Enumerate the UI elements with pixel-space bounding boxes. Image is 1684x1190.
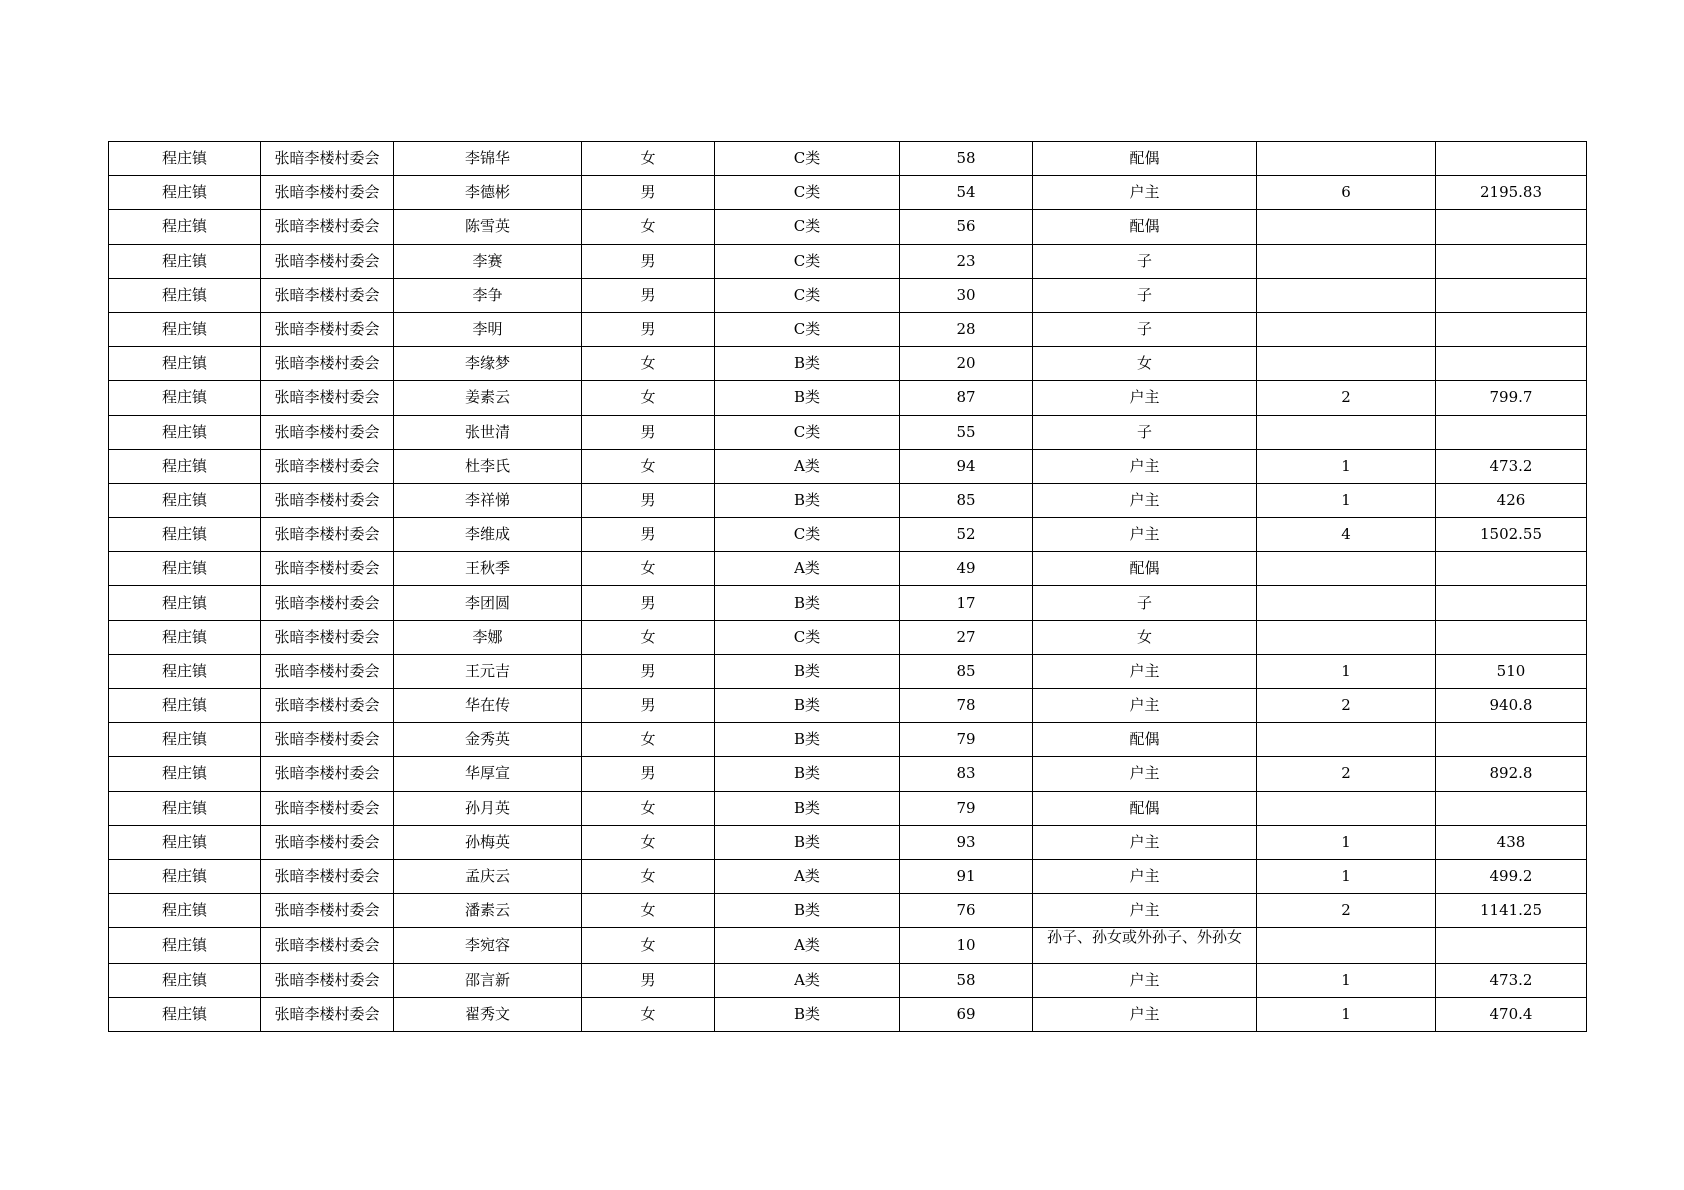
relation-cell: 女 (1033, 347, 1257, 381)
table-row (109, 142, 1587, 176)
age-cell: 85 (900, 654, 1033, 688)
table-row (109, 757, 1587, 791)
category-cell: B类 (715, 791, 900, 825)
village-committee-cell: 张暗李楼村委会 (261, 791, 394, 825)
table-row (109, 347, 1587, 381)
gender-cell: 女 (582, 997, 715, 1031)
relation-cell: 户主 (1033, 963, 1257, 997)
age-cell: 85 (900, 483, 1033, 517)
household-size-cell: 1 (1257, 859, 1436, 893)
name-cell: 李宛容 (394, 928, 582, 963)
name-cell: 翟秀文 (394, 997, 582, 1031)
table-row (109, 997, 1587, 1031)
category-cell: B类 (715, 654, 900, 688)
amount-cell (1436, 586, 1587, 620)
table-row (109, 415, 1587, 449)
gender-cell: 女 (582, 449, 715, 483)
relation-cell: 户主 (1033, 689, 1257, 723)
household-size-cell (1257, 210, 1436, 244)
name-cell: 王秋季 (394, 552, 582, 586)
category-cell: C类 (715, 312, 900, 346)
village-committee-cell: 张暗李楼村委会 (261, 210, 394, 244)
gender-cell: 男 (582, 278, 715, 312)
name-cell: 李赛 (394, 244, 582, 278)
age-cell: 79 (900, 723, 1033, 757)
age-cell: 52 (900, 518, 1033, 552)
gender-cell: 女 (582, 381, 715, 415)
name-cell: 张世清 (394, 415, 582, 449)
town-cell: 程庄镇 (109, 963, 261, 997)
household-size-cell (1257, 278, 1436, 312)
household-size-cell (1257, 347, 1436, 381)
household-size-cell (1257, 791, 1436, 825)
category-cell: B类 (715, 997, 900, 1031)
amount-cell (1436, 620, 1587, 654)
household-size-cell: 1 (1257, 654, 1436, 688)
village-committee-cell: 张暗李楼村委会 (261, 963, 394, 997)
table-row (109, 825, 1587, 859)
category-cell: C类 (715, 142, 900, 176)
amount-cell: 799.7 (1436, 381, 1587, 415)
table-row (109, 244, 1587, 278)
town-cell: 程庄镇 (109, 997, 261, 1031)
amount-cell (1436, 312, 1587, 346)
amount-cell: 892.8 (1436, 757, 1587, 791)
amount-cell: 438 (1436, 825, 1587, 859)
category-cell: B类 (715, 825, 900, 859)
relation-cell: 子 (1033, 312, 1257, 346)
gender-cell: 女 (582, 347, 715, 381)
name-cell: 李缘梦 (394, 347, 582, 381)
category-cell: A类 (715, 928, 900, 963)
table-row (109, 689, 1587, 723)
town-cell: 程庄镇 (109, 825, 261, 859)
town-cell: 程庄镇 (109, 312, 261, 346)
gender-cell: 男 (582, 586, 715, 620)
gender-cell: 男 (582, 689, 715, 723)
table-row (109, 518, 1587, 552)
town-cell: 程庄镇 (109, 791, 261, 825)
relation-cell: 配偶 (1033, 723, 1257, 757)
table-row (109, 963, 1587, 997)
age-cell: 76 (900, 894, 1033, 928)
amount-cell (1436, 210, 1587, 244)
name-cell: 华厚宣 (394, 757, 582, 791)
table-row (109, 381, 1587, 415)
relation-cell: 女 (1033, 620, 1257, 654)
household-size-cell: 1 (1257, 825, 1436, 859)
village-committee-cell: 张暗李楼村委会 (261, 620, 394, 654)
category-cell: C类 (715, 278, 900, 312)
household-size-cell (1257, 552, 1436, 586)
household-size-cell (1257, 723, 1436, 757)
gender-cell: 男 (582, 483, 715, 517)
age-cell: 17 (900, 586, 1033, 620)
gender-cell: 男 (582, 415, 715, 449)
category-cell: B类 (715, 723, 900, 757)
amount-cell: 473.2 (1436, 963, 1587, 997)
age-cell: 93 (900, 825, 1033, 859)
age-cell: 58 (900, 142, 1033, 176)
village-committee-cell: 张暗李楼村委会 (261, 757, 394, 791)
amount-cell (1436, 415, 1587, 449)
table-row (109, 723, 1587, 757)
gender-cell: 男 (582, 244, 715, 278)
category-cell: B类 (715, 586, 900, 620)
table-row (109, 928, 1587, 963)
village-committee-cell: 张暗李楼村委会 (261, 552, 394, 586)
gender-cell: 女 (582, 859, 715, 893)
relation-cell: 户主 (1033, 449, 1257, 483)
relation-cell: 户主 (1033, 757, 1257, 791)
category-cell: C类 (715, 620, 900, 654)
table-row (109, 654, 1587, 688)
town-cell: 程庄镇 (109, 654, 261, 688)
category-cell: B类 (715, 894, 900, 928)
town-cell: 程庄镇 (109, 518, 261, 552)
category-cell: C类 (715, 210, 900, 244)
relation-cell: 子 (1033, 244, 1257, 278)
category-cell: C类 (715, 244, 900, 278)
gender-cell: 女 (582, 894, 715, 928)
amount-cell: 1502.55 (1436, 518, 1587, 552)
category-cell: C类 (715, 176, 900, 210)
village-committee-cell: 张暗李楼村委会 (261, 689, 394, 723)
relation-cell: 子 (1033, 586, 1257, 620)
gender-cell: 男 (582, 518, 715, 552)
age-cell: 56 (900, 210, 1033, 244)
relation-cell: 配偶 (1033, 210, 1257, 244)
town-cell: 程庄镇 (109, 347, 261, 381)
table-row (109, 176, 1587, 210)
name-cell: 杜李氏 (394, 449, 582, 483)
town-cell: 程庄镇 (109, 176, 261, 210)
relation-cell: 子 (1033, 278, 1257, 312)
gender-cell: 女 (582, 142, 715, 176)
village-committee-cell: 张暗李楼村委会 (261, 928, 394, 963)
name-cell: 李祥悌 (394, 483, 582, 517)
village-committee-cell: 张暗李楼村委会 (261, 176, 394, 210)
relation-cell: 配偶 (1033, 552, 1257, 586)
village-committee-cell: 张暗李楼村委会 (261, 347, 394, 381)
amount-cell: 1141.25 (1436, 894, 1587, 928)
relation-cell: 户主 (1033, 483, 1257, 517)
age-cell: 55 (900, 415, 1033, 449)
household-size-cell (1257, 312, 1436, 346)
village-committee-cell: 张暗李楼村委会 (261, 312, 394, 346)
relation-cell: 户主 (1033, 176, 1257, 210)
relation-cell: 户主 (1033, 859, 1257, 893)
age-cell: 54 (900, 176, 1033, 210)
town-cell: 程庄镇 (109, 278, 261, 312)
category-cell: B类 (715, 483, 900, 517)
category-cell: A类 (715, 963, 900, 997)
village-committee-cell: 张暗李楼村委会 (261, 997, 394, 1031)
amount-cell: 510 (1436, 654, 1587, 688)
relation-cell: 户主 (1033, 518, 1257, 552)
relation-cell: 配偶 (1033, 791, 1257, 825)
village-committee-cell: 张暗李楼村委会 (261, 825, 394, 859)
age-cell: 10 (900, 928, 1033, 963)
relation-cell: 户主 (1033, 894, 1257, 928)
category-cell: B类 (715, 757, 900, 791)
table-row (109, 859, 1587, 893)
age-cell: 58 (900, 963, 1033, 997)
amount-cell (1436, 552, 1587, 586)
village-committee-cell: 张暗李楼村委会 (261, 518, 394, 552)
name-cell: 李德彬 (394, 176, 582, 210)
age-cell: 79 (900, 791, 1033, 825)
age-cell: 94 (900, 449, 1033, 483)
name-cell: 李锦华 (394, 142, 582, 176)
gender-cell: 女 (582, 928, 715, 963)
name-cell: 邵言新 (394, 963, 582, 997)
household-size-cell (1257, 142, 1436, 176)
age-cell: 78 (900, 689, 1033, 723)
table-row (109, 894, 1587, 928)
relation-text: 孙子、孙女或外孙子、外孙女 (1046, 929, 1242, 947)
age-cell: 87 (900, 381, 1033, 415)
age-cell: 28 (900, 312, 1033, 346)
amount-cell (1436, 723, 1587, 757)
table-body (109, 142, 1587, 1032)
category-cell: A类 (715, 552, 900, 586)
name-cell: 姜素云 (394, 381, 582, 415)
age-cell: 20 (900, 347, 1033, 381)
household-size-cell: 1 (1257, 963, 1436, 997)
household-size-cell: 2 (1257, 757, 1436, 791)
amount-cell (1436, 928, 1587, 963)
relation-cell: 户主 (1033, 654, 1257, 688)
household-size-cell: 2 (1257, 689, 1436, 723)
village-committee-cell: 张暗李楼村委会 (261, 244, 394, 278)
village-committee-cell: 张暗李楼村委会 (261, 859, 394, 893)
amount-cell (1436, 142, 1587, 176)
town-cell: 程庄镇 (109, 552, 261, 586)
category-cell: B类 (715, 381, 900, 415)
category-cell: A类 (715, 859, 900, 893)
town-cell: 程庄镇 (109, 620, 261, 654)
relation-cell: 户主 (1033, 825, 1257, 859)
town-cell: 程庄镇 (109, 483, 261, 517)
town-cell: 程庄镇 (109, 689, 261, 723)
amount-cell: 940.8 (1436, 689, 1587, 723)
village-committee-cell: 张暗李楼村委会 (261, 415, 394, 449)
village-committee-cell: 张暗李楼村委会 (261, 278, 394, 312)
amount-cell (1436, 347, 1587, 381)
name-cell: 李娜 (394, 620, 582, 654)
gender-cell: 男 (582, 176, 715, 210)
village-committee-cell: 张暗李楼村委会 (261, 586, 394, 620)
age-cell: 83 (900, 757, 1033, 791)
town-cell: 程庄镇 (109, 723, 261, 757)
gender-cell: 女 (582, 552, 715, 586)
table-row (109, 552, 1587, 586)
gender-cell: 男 (582, 963, 715, 997)
table-row (109, 449, 1587, 483)
town-cell: 程庄镇 (109, 210, 261, 244)
household-size-cell: 1 (1257, 997, 1436, 1031)
category-cell: C类 (715, 415, 900, 449)
category-cell: B类 (715, 689, 900, 723)
town-cell: 程庄镇 (109, 415, 261, 449)
household-size-cell: 1 (1257, 483, 1436, 517)
category-cell: A类 (715, 449, 900, 483)
town-cell: 程庄镇 (109, 244, 261, 278)
name-cell: 潘素云 (394, 894, 582, 928)
town-cell: 程庄镇 (109, 381, 261, 415)
name-cell: 李明 (394, 312, 582, 346)
name-cell: 孙月英 (394, 791, 582, 825)
village-committee-cell: 张暗李楼村委会 (261, 449, 394, 483)
household-size-cell: 6 (1257, 176, 1436, 210)
gender-cell: 女 (582, 210, 715, 244)
household-size-cell (1257, 586, 1436, 620)
table-row (109, 210, 1587, 244)
relation-cell: 户主 (1033, 997, 1257, 1031)
name-cell: 金秀英 (394, 723, 582, 757)
category-cell: C类 (715, 518, 900, 552)
table-row (109, 312, 1587, 346)
town-cell: 程庄镇 (109, 859, 261, 893)
gender-cell: 男 (582, 312, 715, 346)
relation-cell: 子 (1033, 415, 1257, 449)
category-cell: B类 (715, 347, 900, 381)
town-cell: 程庄镇 (109, 894, 261, 928)
table-row (109, 278, 1587, 312)
household-size-cell: 2 (1257, 894, 1436, 928)
amount-cell: 473.2 (1436, 449, 1587, 483)
household-size-cell: 2 (1257, 381, 1436, 415)
relation-cell (1033, 928, 1257, 963)
gender-cell: 女 (582, 620, 715, 654)
gender-cell: 女 (582, 825, 715, 859)
village-committee-cell: 张暗李楼村委会 (261, 381, 394, 415)
amount-cell: 470.4 (1436, 997, 1587, 1031)
age-cell: 91 (900, 859, 1033, 893)
table-row (109, 791, 1587, 825)
amount-cell: 2195.83 (1436, 176, 1587, 210)
amount-cell (1436, 244, 1587, 278)
name-cell: 王元吉 (394, 654, 582, 688)
town-cell: 程庄镇 (109, 586, 261, 620)
name-cell: 李维成 (394, 518, 582, 552)
household-size-cell (1257, 415, 1436, 449)
household-size-cell: 4 (1257, 518, 1436, 552)
village-committee-cell: 张暗李楼村委会 (261, 723, 394, 757)
town-cell: 程庄镇 (109, 928, 261, 963)
name-cell: 李团圆 (394, 586, 582, 620)
household-size-cell (1257, 620, 1436, 654)
data-table (108, 141, 1587, 1032)
amount-cell (1436, 278, 1587, 312)
village-committee-cell: 张暗李楼村委会 (261, 483, 394, 517)
name-cell: 孟庆云 (394, 859, 582, 893)
age-cell: 69 (900, 997, 1033, 1031)
gender-cell: 女 (582, 791, 715, 825)
age-cell: 49 (900, 552, 1033, 586)
name-cell: 李争 (394, 278, 582, 312)
table-row (109, 620, 1587, 654)
town-cell: 程庄镇 (109, 757, 261, 791)
age-cell: 27 (900, 620, 1033, 654)
town-cell: 程庄镇 (109, 142, 261, 176)
village-committee-cell: 张暗李楼村委会 (261, 142, 394, 176)
name-cell: 孙梅英 (394, 825, 582, 859)
table-row (109, 483, 1587, 517)
gender-cell: 男 (582, 757, 715, 791)
household-size-cell: 1 (1257, 449, 1436, 483)
amount-cell (1436, 791, 1587, 825)
name-cell: 陈雪英 (394, 210, 582, 244)
table-row (109, 586, 1587, 620)
relation-cell: 配偶 (1033, 142, 1257, 176)
amount-cell: 426 (1436, 483, 1587, 517)
age-cell: 23 (900, 244, 1033, 278)
gender-cell: 男 (582, 654, 715, 688)
name-cell: 华在传 (394, 689, 582, 723)
age-cell: 30 (900, 278, 1033, 312)
household-size-cell (1257, 244, 1436, 278)
village-committee-cell: 张暗李楼村委会 (261, 894, 394, 928)
gender-cell: 女 (582, 723, 715, 757)
amount-cell: 499.2 (1436, 859, 1587, 893)
household-size-cell (1257, 928, 1436, 963)
village-committee-cell: 张暗李楼村委会 (261, 654, 394, 688)
relation-cell: 户主 (1033, 381, 1257, 415)
town-cell: 程庄镇 (109, 449, 261, 483)
